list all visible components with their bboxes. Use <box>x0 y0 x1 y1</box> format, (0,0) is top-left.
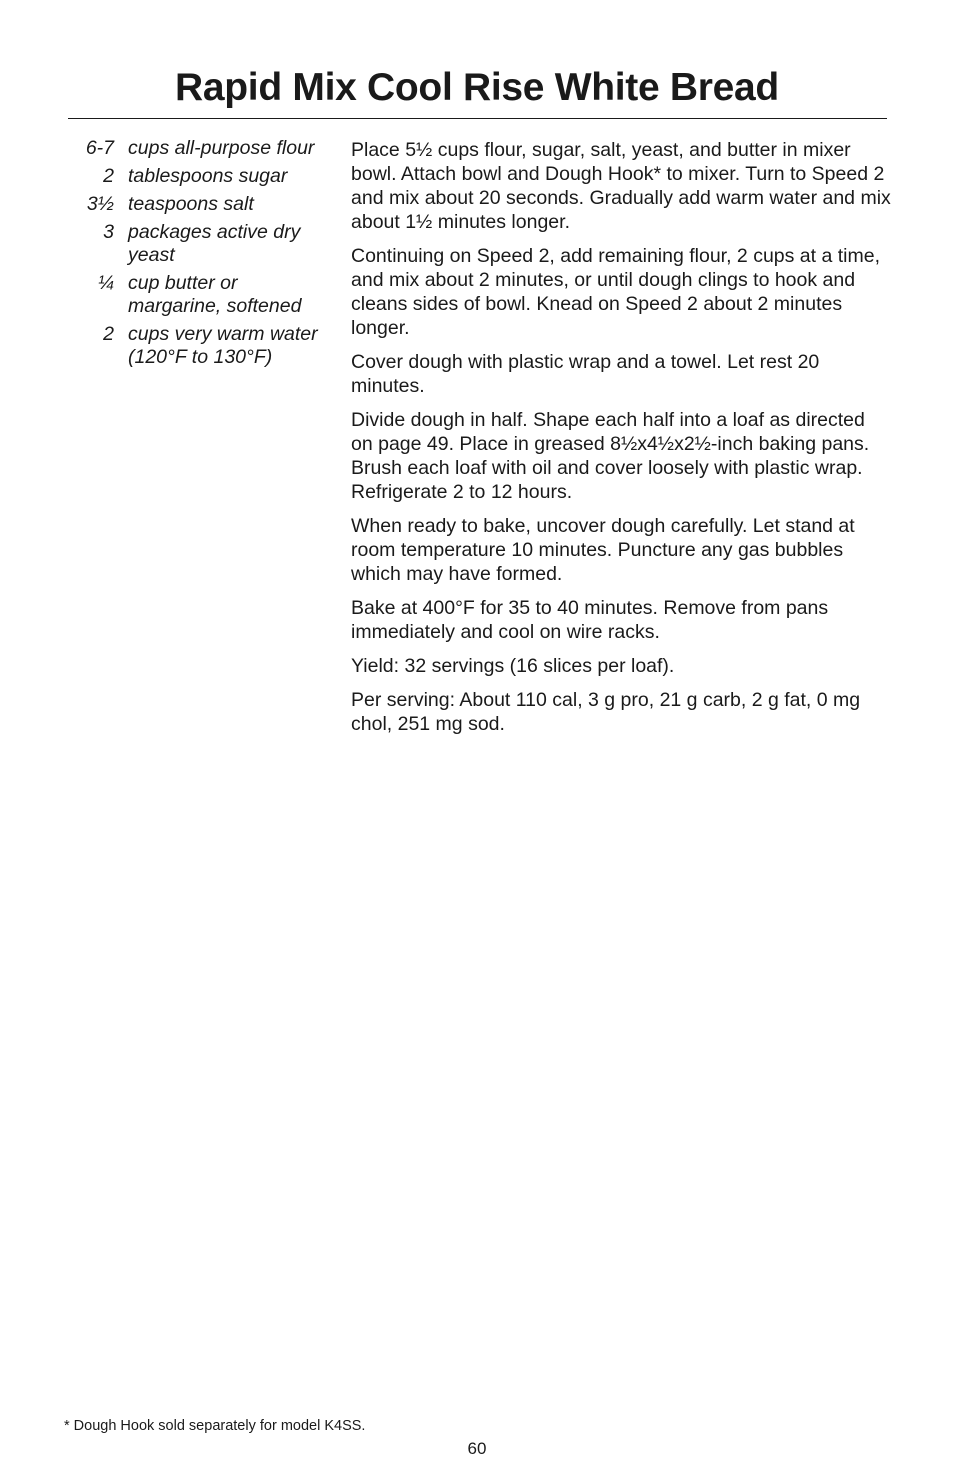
direction-step: Place 5½ cups flour, sugar, salt, yeast, and butter in mixer bowl. Attach bowl and Dough Hook* to mixer. Turn to Speed 2 and mix about 20 seconds. Gradually add warm water and mix about 1½ minutes longer. <box>351 139 891 233</box>
direction-step: Continuing on Speed 2, add remaining flour, 2 cups at a time, and mix about 2 minutes, or until dough clings to hook and cleans sides of bowl. Knead on Speed 2 about 2 minutes longer. <box>351 245 881 339</box>
ingredient-name: cups very warm water (120°F to 130°F) <box>128 323 318 368</box>
ingredient-item <box>68 165 330 188</box>
ingredient-name: packages active dry yeast <box>128 221 301 266</box>
page-number: 60 <box>467 1439 487 1458</box>
ingredient-quantity: 2 <box>103 323 114 345</box>
ingredients-list <box>68 137 330 374</box>
footnote: * Dough Hook sold separately for model K4SS. <box>64 1418 366 1434</box>
ingredient-item <box>68 221 330 267</box>
ingredient-name: teaspoons salt <box>128 193 254 215</box>
direction-step: Cover dough with plastic wrap and a towel. Let rest 20 minutes. <box>351 351 820 397</box>
direction-step: Divide dough in half. Shape each half into a loaf as directed on page 49. Place in greased 8½x4½x2½-inch baking pans. Brush each loaf with oil and cover loosely with plastic wrap. Refrigerate 2 to 12 hours. <box>351 409 870 503</box>
yield-text: Yield: 32 servings (16 slices per loaf). <box>351 655 675 677</box>
ingredient-quantity: 3 <box>103 221 114 243</box>
direction-step: When ready to bake, uncover dough carefully. Let stand at room temperature 10 minutes. Puncture any gas bubbles which may have formed. <box>351 515 855 585</box>
title-divider <box>68 118 887 119</box>
ingredient-item <box>68 137 330 160</box>
ingredient-item <box>68 323 330 369</box>
nutrition-text: Per serving: About 110 cal, 3 g pro, 21 g carb, 2 g fat, 0 mg chol, 251 mg sod. <box>351 689 861 735</box>
direction-step: Bake at 400°F for 35 to 40 minutes. Remove from pans immediately and cool on wire racks. <box>351 597 829 643</box>
ingredient-name: tablespoons sugar <box>128 165 288 187</box>
ingredient-quantity: 6-7 <box>85 137 114 159</box>
ingredient-name: cup butter or margarine, softened <box>128 272 302 317</box>
page-title: Rapid Mix Cool Rise White Bread <box>175 66 779 109</box>
ingredient-item <box>68 193 330 216</box>
directions <box>351 138 891 746</box>
ingredient-quantity: ¼ <box>97 272 114 294</box>
ingredient-quantity: 3½ <box>86 193 114 215</box>
ingredient-item <box>68 272 330 318</box>
ingredient-quantity: 2 <box>103 165 114 187</box>
ingredient-name: cups all-purpose flour <box>128 137 315 159</box>
